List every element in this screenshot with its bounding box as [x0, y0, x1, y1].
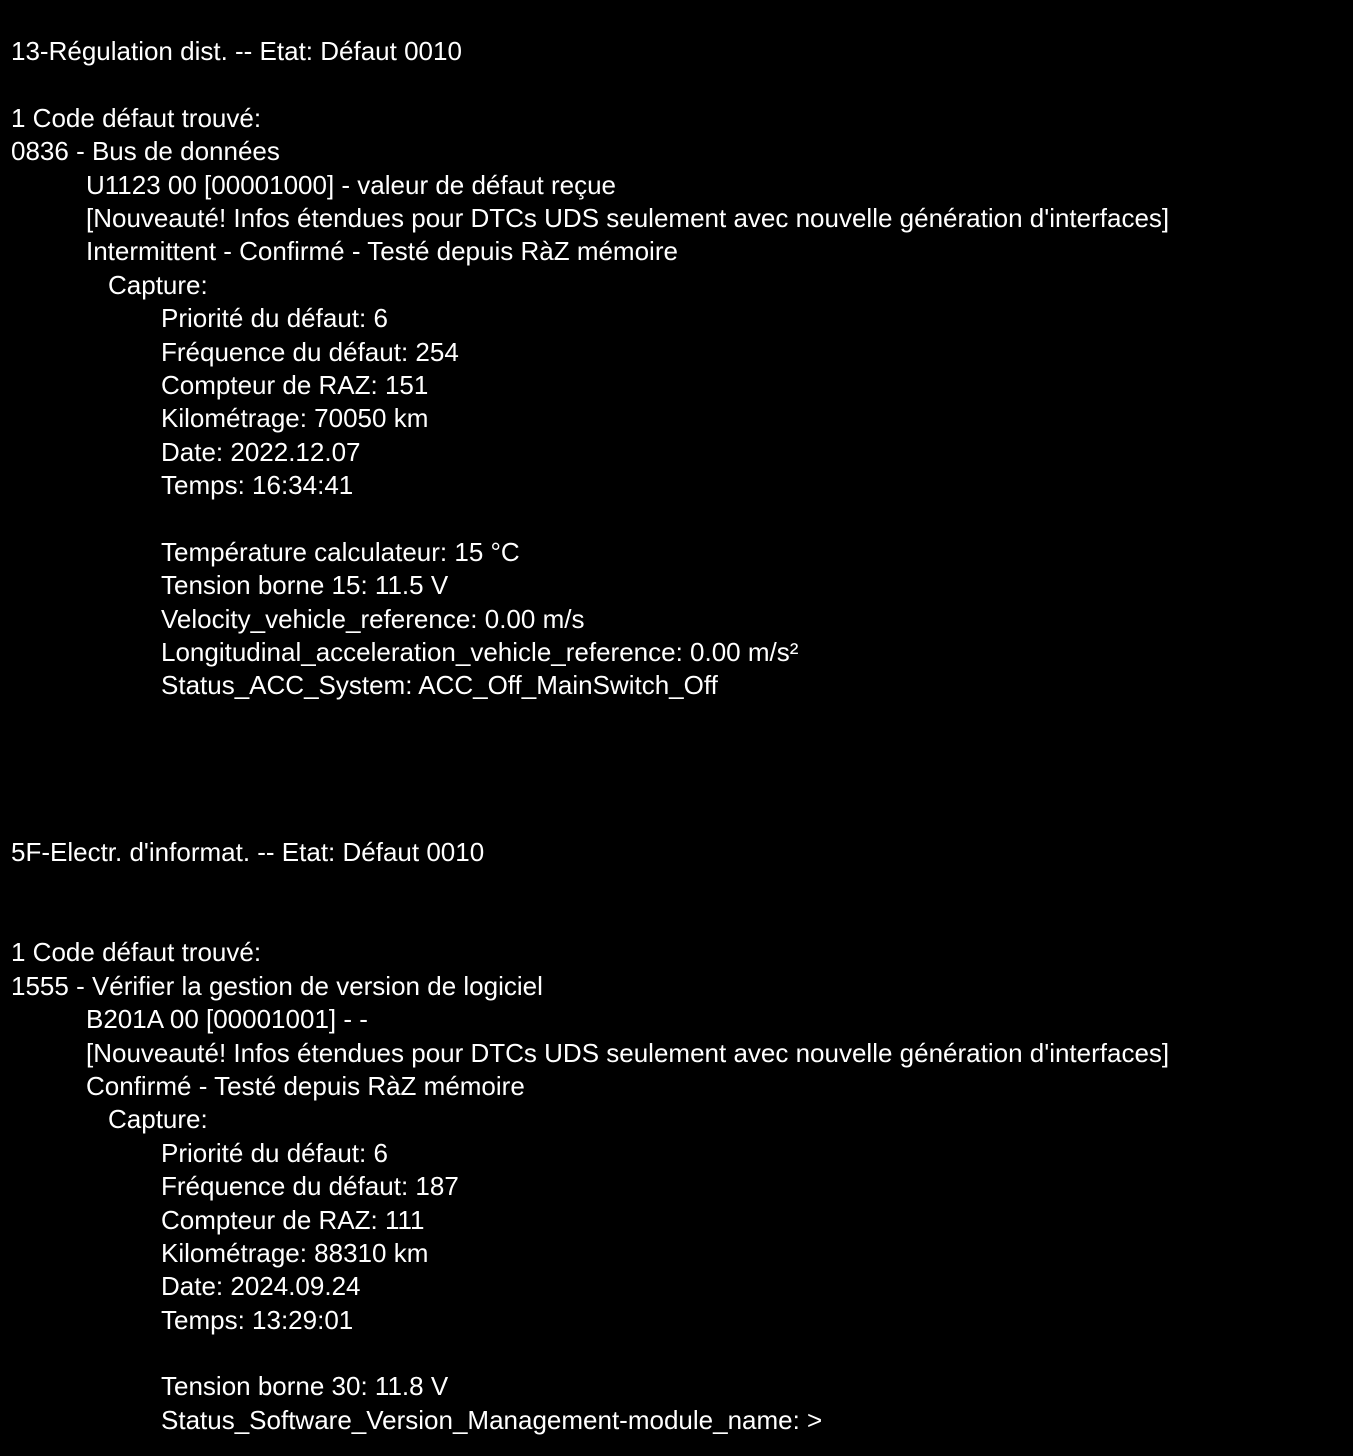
- capture-item: Kilométrage: 88310 km: [161, 1237, 429, 1268]
- capture-item: Date: 2022.12.07: [161, 436, 361, 467]
- capture-label: Capture:: [108, 1104, 208, 1135]
- fault-status: Confirmé - Testé depuis RàZ mémoire: [86, 1070, 525, 1101]
- fault-note: [Nouveauté! Infos étendues pour DTCs UDS seulement avec nouvelle génération d'interfaces]: [86, 202, 1170, 233]
- fault-status: Intermittent - Confirmé - Testé depuis RàZ mémoire: [86, 236, 678, 267]
- capture-item: Priorité du défaut: 6: [161, 1137, 388, 1168]
- fault-title: 0836 - Bus de données: [11, 136, 280, 167]
- spacer: [11, 803, 1353, 836]
- capture-label: Capture:: [108, 269, 208, 300]
- capture-item: Temps: 16:34:41: [161, 470, 354, 501]
- spacer: [11, 870, 1353, 937]
- fault-code-line: B201A 00 [00001001] - -: [86, 1004, 368, 1035]
- capture-item: Date: 2024.09.24: [161, 1271, 361, 1302]
- spacer: [11, 502, 1353, 535]
- extended-item: Tension borne 30: 11.8 V: [161, 1371, 449, 1402]
- fault-code-line: U1123 00 [00001000] - valeur de défaut reçue: [86, 169, 617, 200]
- extended-item: Status_Software_Version_Management-module_name: >: [161, 1404, 823, 1435]
- fault-report: [11, 35, 1353, 1437]
- module-header: 13-Régulation dist. -- Etat: Défaut 0010: [11, 36, 462, 66]
- capture-item: Compteur de RAZ: 151: [161, 369, 429, 400]
- capture-item: Fréquence du défaut: 187: [161, 1171, 459, 1202]
- codes-found-label: 1 Code défaut trouvé:: [11, 937, 262, 968]
- spacer: [11, 68, 1353, 101]
- extended-item: Température calculateur: 15 °C: [161, 536, 520, 567]
- extended-item: Velocity_vehicle_reference: 0.00 m/s: [161, 603, 585, 634]
- extended-item: Tension borne 15: 11.5 V: [161, 570, 449, 601]
- spacer: [11, 703, 1353, 803]
- capture-item: Temps: 13:29:01: [161, 1304, 354, 1335]
- module-header: 5F-Electr. d'informat. -- Etat: Défaut 0010: [11, 837, 485, 868]
- capture-item: Compteur de RAZ: 111: [161, 1204, 425, 1235]
- fault-note: [Nouveauté! Infos étendues pour DTCs UDS seulement avec nouvelle génération d'interfaces]: [86, 1037, 1170, 1068]
- spacer: [11, 1337, 1353, 1370]
- fault-title: 1555 - Vérifier la gestion de version de logiciel: [11, 970, 543, 1001]
- capture-item: Fréquence du défaut: 254: [161, 336, 459, 367]
- extended-item: Longitudinal_acceleration_vehicle_reference: 0.00 m/s²: [161, 637, 799, 668]
- extended-item: Status_ACC_System: ACC_Off_MainSwitch_Off: [161, 670, 718, 701]
- codes-found-label: 1 Code défaut trouvé:: [11, 102, 262, 133]
- capture-item: Kilométrage: 70050 km: [161, 403, 429, 434]
- capture-item: Priorité du défaut: 6: [161, 303, 388, 334]
